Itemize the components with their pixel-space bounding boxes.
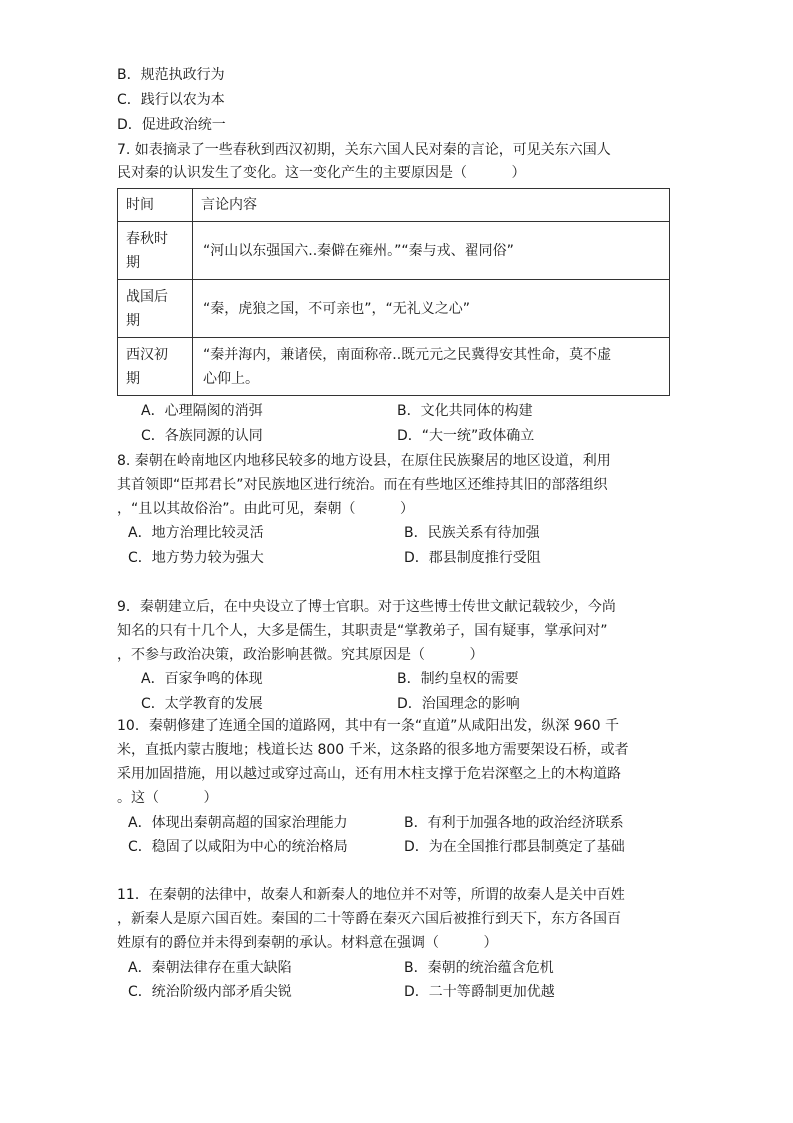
- option-c-prev: C．践行以农为本: [117, 92, 225, 108]
- q9-option-a: A．百家争鸣的体现: [141, 671, 263, 687]
- q10-stem-line-1: 10．秦朝修建了连通全国的道路网，其中有一条“直道”从咸阳出发，纵深 960 千: [117, 718, 619, 734]
- table-cell-content: “河山以东强国六..秦僻在雍州。”“秦与戎、翟同俗”: [193, 222, 670, 280]
- q8-option-c: C．地方势力较为强大: [128, 550, 264, 566]
- table-header-row: [118, 189, 670, 222]
- table-row: [118, 222, 670, 280]
- table-cell-period: 战国后 期: [118, 280, 193, 338]
- q10-stem-line-2: 米，直抵内蒙古腹地；栈道长达 800 千米，这条路的很多地方需要架设石桥，或者: [117, 742, 629, 758]
- q11-stem-line-2: ，新秦人是原六国百姓。秦国的二十等爵在秦灭六国后被推行到天下，东方各国百: [117, 911, 621, 927]
- q9-stem-line-3: ，不参与政治决策，政治影响甚微。究其原因是（ ）: [117, 647, 484, 663]
- q8-stem-line-2: 其首领即“臣邦君长”对民族地区进行统治。而在有些地区还维持其旧的部落组织: [117, 477, 608, 493]
- q7-option-c: C．各族同源的认同: [141, 428, 263, 444]
- q7-stem-line-2: 民对秦的认识发生了变化。这一变化产生的主要原因是（ ）: [117, 165, 526, 181]
- table-cell-period: 春秋时 期: [118, 222, 193, 280]
- q7-option-a: A．心理隔阂的消弭: [141, 403, 263, 419]
- table-cell-period: 西汉初 期: [118, 338, 193, 396]
- q10-option-b: B．有利于加强各地的政治经济联系: [404, 815, 624, 831]
- q7-option-b: B．文化共同体的构建: [397, 403, 533, 419]
- q8-stem-line-1: 8. 秦朝在岭南地区内地移民较多的地方设县，在原住民族聚居的地区设道，利用: [117, 453, 611, 469]
- table-cell-content: “秦，虎狼之国，不可亲也”，“无礼义之心”: [193, 280, 670, 338]
- q10-stem-line-4: 。这（ ）: [117, 790, 218, 806]
- q9-option-b: B．制约皇权的需要: [397, 671, 519, 687]
- q11-stem-line-1: 11．在秦朝的法律中，故秦人和新秦人的地位并不对等，所谓的故秦人是关中百姓: [117, 887, 625, 903]
- q7-option-d: D．“大一统”政体确立: [397, 428, 535, 444]
- q9-option-c: C．太学教育的发展: [141, 696, 263, 712]
- q11-option-d: D．二十等爵制更加优越: [404, 984, 555, 1000]
- q8-option-a: A．地方治理比较灵活: [128, 525, 264, 541]
- q10-option-c: C．稳固了以咸阳为中心的统治格局: [128, 839, 348, 855]
- q9-stem-line-1: 9．秦朝建立后，在中央设立了博士官职。对于这些博士传世文献记载较少，今尚: [117, 599, 616, 615]
- table-header-content: 言论内容: [193, 189, 670, 222]
- q11-option-a: A．秦朝法律存在重大缺陷: [128, 960, 292, 976]
- table-header-period: 时间: [118, 189, 193, 222]
- option-d-prev: D．促进政治统一: [117, 117, 226, 133]
- q8-stem-line-3: ，“且以其故俗治”。由此可见，秦朝（ ）: [117, 501, 415, 517]
- q10-stem-line-3: 采用加固措施，用以越过或穿过高山，还有用木柱支撑于危岩深壑之上的木构道路: [117, 766, 621, 782]
- q11-option-b: B．秦朝的统治蕴含危机: [404, 960, 554, 976]
- table-row: [118, 338, 670, 396]
- q10-option-d: D．为在全国推行郡县制奠定了基础: [404, 839, 625, 855]
- q11-stem-line-3: 姓原有的爵位并未得到秦朝的承认。材料意在强调（ ）: [117, 935, 498, 951]
- q8-option-b: B．民族关系有待加强: [404, 525, 540, 541]
- option-b-prev: B．规范执政行为: [117, 67, 225, 83]
- q7-stem-line-1: 7. 如表摘录了一些春秋到西汉初期，关东六国人民对秦的言论，可见关东六国人: [117, 142, 611, 158]
- q8-option-d: D．郡县制度推行受阻: [404, 550, 541, 566]
- q10-option-a: A．体现出秦朝高超的国家治理能力: [128, 815, 348, 831]
- table-row: [118, 280, 670, 338]
- q9-option-d: D．治国理念的影响: [397, 696, 520, 712]
- q9-stem-line-2: 知名的只有十几个人，大多是儒生，其职责是“掌教弟子，国有疑事，掌承问对”: [117, 623, 608, 639]
- q11-option-c: C．统治阶级内部矛盾尖锐: [128, 984, 292, 1000]
- q7-table: [117, 188, 670, 396]
- table-cell-content: “秦并海内，兼诸侯，南面称帝..既元元之民冀得安其性命，莫不虚 心仰上。: [193, 338, 670, 396]
